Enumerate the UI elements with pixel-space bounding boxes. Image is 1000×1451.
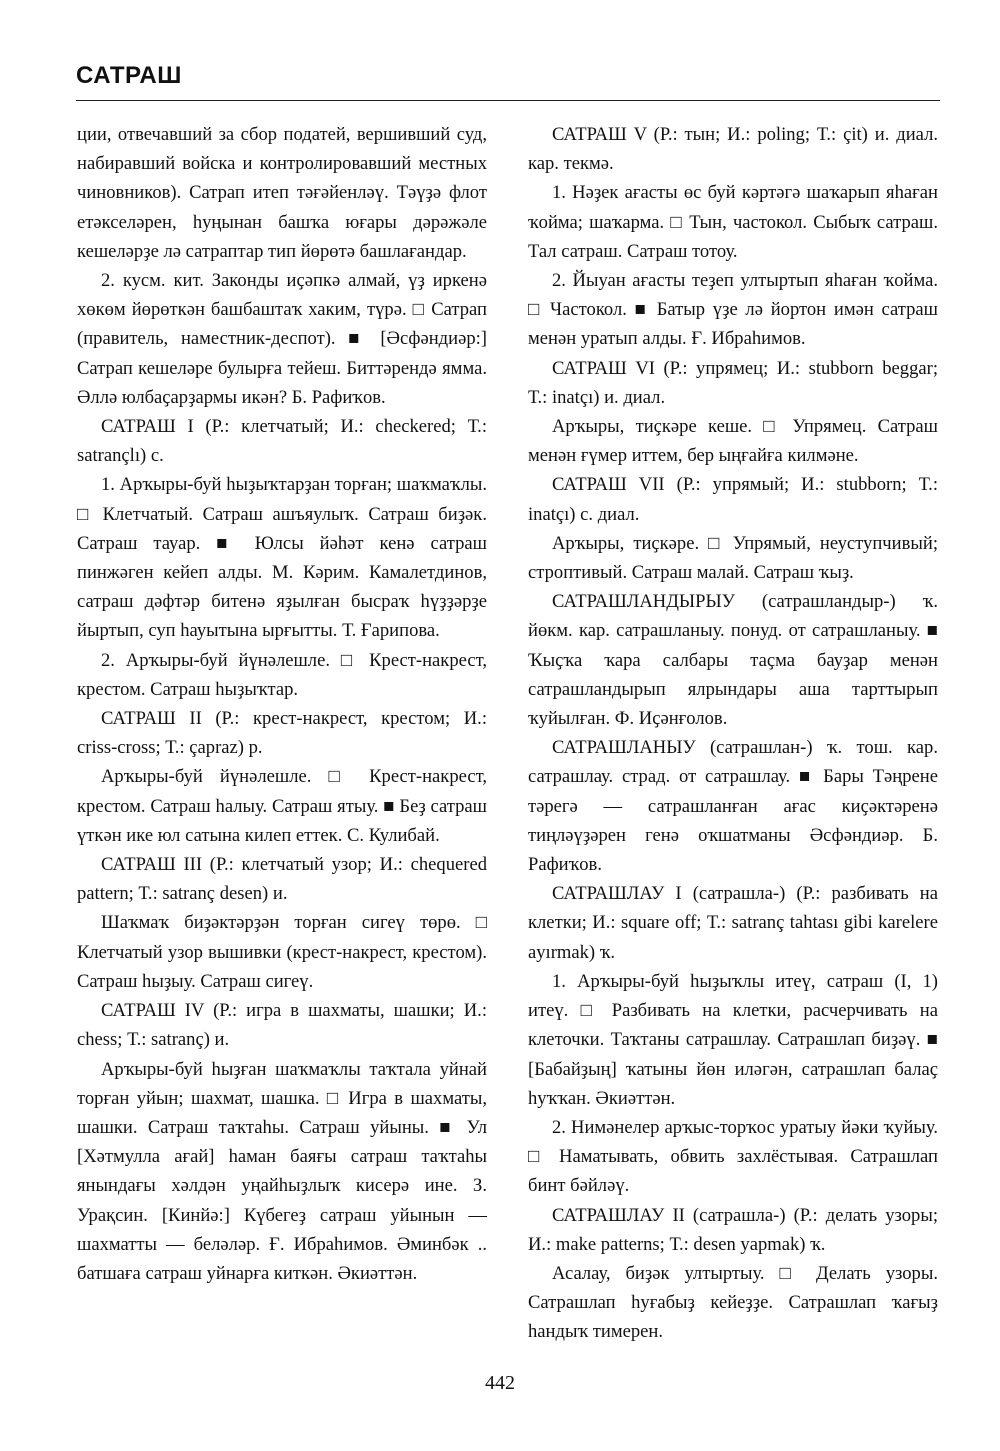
entry-paragraph: 1. Нәҙек ағасты өс буй кәртәгә шаҡарып яһаған ҡойма; шаҡарма. □ Тын, частокол. Сыбыҡ сатраш. Тал сатраш. Сатраш тотоу. (528, 182, 938, 262)
entry-paragraph: 1. Арҡыры-буй һыҙыҡлы итеү, сатраш (I, 1) итеү. □ Разбивать на клетки, расчерчивать на клеточки. Таҡтаны сатрашлау. Сатрашлап биҙәү. ■ [Бабайҙың] ҡатыны йөн иләгән, сатрашлап балаҫ һуҡҡан. Әкиәттән. (528, 970, 938, 1109)
entry-paragraph: 1. Арҡыры-буй һыҙыҡтарҙан торған; шаҡмаҡлы. □ Клетчатый. Сатраш ашъяулыҡ. Сатраш биҙәк. Сатраш тауар. ■ Юлсы йәһәт кенә сатраш пинжәген кейеп алды. М. Кәрим. Камалетдинов, сатраш дәфтәр битенә яҙылған бысраҡ һүҙҙәрҙе йыртып, суп һауытына ырғытты. Т. Ғарипова. (77, 474, 487, 642)
entry-paragraph: Арҡыры, тиҫкәре кеше. □ Упрямец. Сатраш менән ғүмер иттем, бер ыңғайға килмәне. (528, 416, 938, 467)
headword-entry: САТРАШЛАНЫУ (сатрашлан-) ҡ. тош. кар. сатрашлау. страд. от сатрашлау. ■ Бары Тәңрене тәрегә — сатрашланған ағас киҫәктәренә тиңләүҙәрен генә оҡшатманы Әсфәндиәр. Б. Рафиҡов. (528, 737, 938, 876)
headword-entry: САТРАШ III (Р.: клетчатый узор; И.: chequered pattern; Т.: satranç desen) и. (77, 854, 487, 905)
entry-paragraph: 2. кусм. кит. Законды иҫәпкә алмай, үҙ иркенә хөкөм йөрөткән башбаштаҡ хаким, түрә. □ Сатрап (правитель, наместник-деспот). ■ [Әсфәндиәр:] Сатрап кешеләре булырға тейеш. Биттәрендә ямма. Әллә юлбаҫарҙармы икән? Б. Рафиҡов. (77, 270, 487, 408)
left-column (77, 120, 487, 1288)
headword-entry: САТРАШЛАУ I (сатрашла-) (Р.: разбивать на клетки; И.: square off; Т.: satranç tahtası gibi karelere ayırmak) ҡ. (528, 883, 938, 963)
headword-entry: САТРАШ VI (Р.: упрямец; И.: stubborn beggar; Т.: inatçı) и. диал. (528, 357, 938, 408)
headword-entry: САТРАШ IV (Р.: игра в шахматы, шашки; И.: chess; Т.: satranç) и. (77, 1000, 487, 1051)
header-rule (76, 100, 940, 101)
entry-paragraph: Арҡыры-буй һыҙған шаҡмаҡлы таҡтала уйнай торған уйын; шахмат, шашка. □ Игра в шахматы, шашки. Сатраш таҡтаһы. Сатраш уйыны. ■ Ул [Хәтмулла ағай] һаман баяғы сатраш таҡтаһы янындағы хәлдән уңайһыҙлыҡ кисерә ине. З. Урақсин. [Кинйә:] Күбегеҙ сатраш уйынын — шахматты — беләләр. Ғ. Ибраһимов. Әминбәк .. батшаға сатраш уйнарға киткән. Әкиәттән. (77, 1058, 487, 1284)
entry-paragraph: 2. Нимәнелер арҡыс-торҡос уратыу йәки ҡуйыу. □ Наматывать, обвить захлёстывая. Сатрашлап бинт бәйләү. (528, 1116, 938, 1197)
running-head: САТРАШ (76, 62, 182, 89)
entry-paragraph: 2. Йыуан ағасты теҙеп ултыртып яһаған ҡойма. □ Частокол. ■ Батыр үҙе лә йортон имән сатраш менән уратып алды. Ғ. Ибраһимов. (528, 270, 938, 350)
entry-paragraph: 2. Арҡыры-буй йүнәлешле. □ Крест-накрест, крестом. Сатраш һыҙыҡтар. (77, 649, 487, 700)
entry-paragraph: Шаҡмаҡ биҙәктәрҙән торған сигеү төрө. □ Клетчатый узор вышивки (крест-накрест, крестом). Сатраш һыҙыу. Сатраш сигеү. (77, 912, 487, 992)
entry-paragraph: ции, отвечавший за сбор податей, вершивший суд, набиравший войска и контролировавший местных чиновников). Сатрап итеп тәғәйенләү. Тәүҙә флот етәкселәрен, һуңынан башҡа юғары дәрәжәле кешеләрҙе лә сатраптар тип йөрөтә башлағандар. (77, 124, 487, 262)
headword-entry: САТРАШ I (Р.: клетчатый; И.: checkered; Т.: satrançlı) с. (77, 416, 487, 467)
right-column (528, 120, 938, 1347)
entry-paragraph: Асалау, биҙәк ултыртыу. □ Делать узоры. Сатрашлап һуғабыҙ кейеҙҙе. Сатрашлап ҡағыҙ һандыҡ тимерен. (528, 1262, 938, 1343)
headword-entry: САТРАШ V (Р.: тын; И.: poling; Т.: çit) и. диал. кар. текмә. (528, 124, 938, 175)
headword-entry: САТРАШЛАУ II (сатрашла-) (Р.: делать узоры; И.: make patterns; Т.: desen yapmak) ҡ. (528, 1204, 938, 1255)
headword-entry: САТРАШ II (Р.: крест-накрест, крестом; И.: criss-cross; Т.: çapraz) р. (77, 708, 487, 759)
headword-entry: САТРАШ VII (Р.: упрямый; И.: stubborn; Т.: inatçı) с. диал. (528, 474, 938, 525)
entry-paragraph: Арҡыры, тиҫкәре. □ Упрямый, неуступчивый; строптивый. Сатраш малай. Сатраш ҡыҙ. (528, 532, 938, 584)
entry-paragraph: Арҡыры-буй йүнәлешле. □ Крест-накрест, крестом. Сатраш һалыу. Сатраш ятыу. ■ Беҙ сатраш үткән ике юл сатына килеп еттек. С. Кулибай. (77, 766, 487, 846)
headword-entry: САТРАШЛАНДЫРЫУ (сатрашландыр-) ҡ. йөкм. кар. сатрашланыу. понуд. от сатрашланыу. ■ Ҡыҫҡа ҡара салбары таҫма бауҙар менән сатрашландырып ялрындары аша тарттырып ҡуйылған. Ф. Иҫәнғолов. (528, 591, 938, 730)
page-number: 442 (485, 1372, 515, 1394)
